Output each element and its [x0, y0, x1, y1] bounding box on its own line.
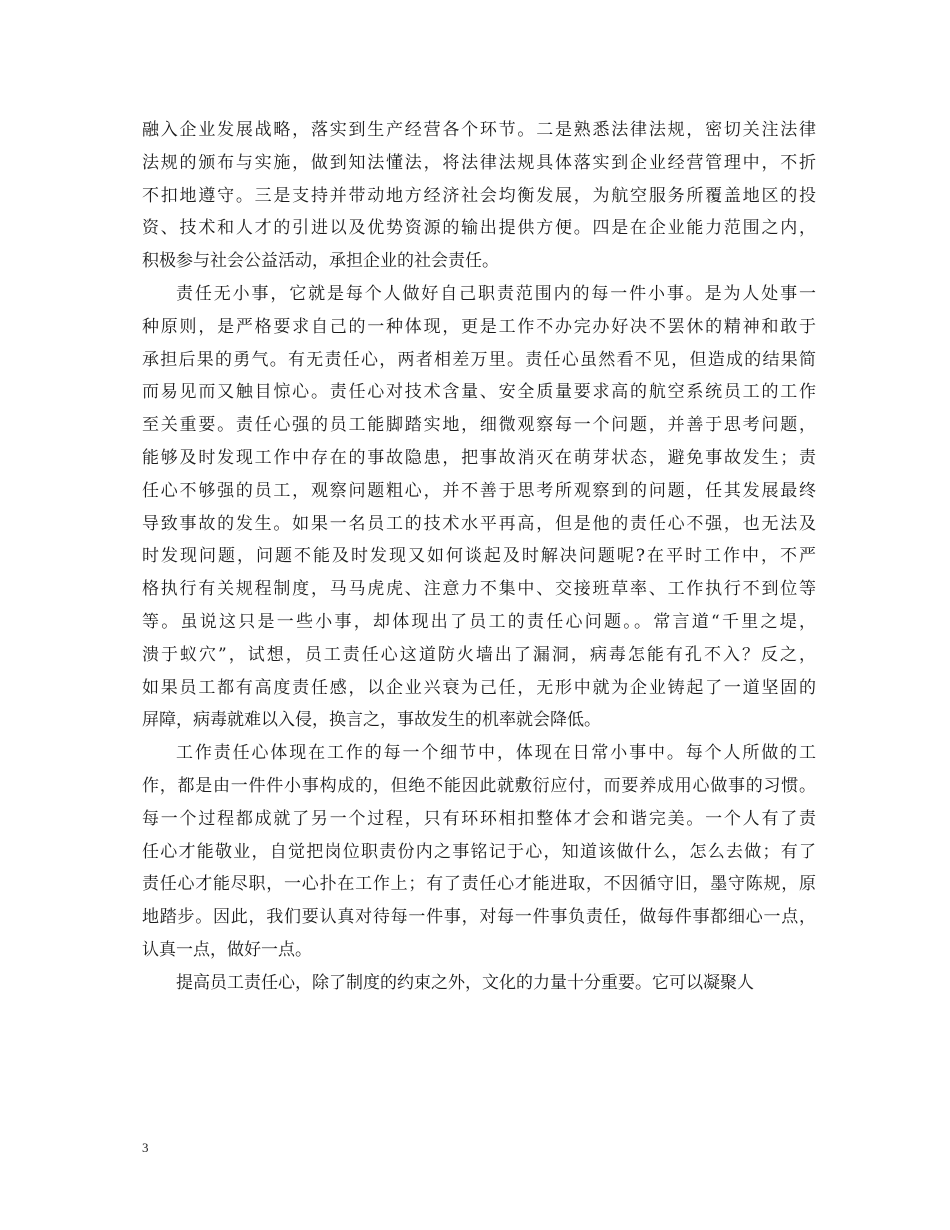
- text-line: 等。虽说这只是一些小事，却体现出了员工的责任心问题。。常言道“千里之堤，: [142, 611, 816, 632]
- paragraph: [142, 967, 816, 1000]
- text-line: 每一个过程都成就了另一个过程，只有环环相扣整体才会和谐完美。一个人有了责: [142, 808, 816, 829]
- text-line: 积极参与社会公益活动，承担企业的社会责任。: [142, 251, 499, 272]
- text-line: 责任心才能尽职，一心扑在工作上；有了责任心才能进取，不因循守旧，墨守陈规，原: [142, 874, 816, 895]
- text-line: 至关重要。责任心强的员工能脚踏实地，细微观察每一个问题，并善于思考问题，: [142, 415, 816, 436]
- text-line: 融入企业发展战略，落实到生产经营各个环节。二是熟悉法律法规，密切关注法律: [142, 120, 816, 140]
- text-line: 不扣地遵守。三是支持并带动地方经济社会均衡发展，为航空服务所覆盖地区的投: [142, 185, 816, 206]
- text-line: 而易见而又触目惊心。责任心对技术含量、安全质量要求高的航空系统员工的工作: [142, 382, 816, 403]
- text-line: 格执行有关规程制度，马马虎虎、注意力不集中、交接班草率、工作执行不到位等: [142, 579, 816, 600]
- text-line: 资、技术和人才的引进以及优势资源的输出提供方便。四是在企业能力范围之内，: [142, 218, 816, 239]
- text-line: 提高员工责任心，除了制度的约束之外，文化的力量十分重要。它可以凝聚人: [176, 972, 754, 993]
- text-line: 种原则，是严格要求自己的一种体现，更是工作不办完办好决不罢休的精神和敢于: [142, 316, 816, 337]
- text-line: 能够及时发现工作中存在的事故隐患，把事故消灭在萌芽状态，避免事故发生；责: [142, 447, 816, 468]
- text-line: 任心不够强的员工，观察问题粗心，并不善于思考所观察到的问题，任其发展最终: [142, 480, 816, 501]
- paragraph: [142, 278, 816, 737]
- page-number: 3: [142, 1140, 149, 1155]
- paragraph: [142, 114, 816, 278]
- text-line: 责任无小事，它就是每个人做好自己职责范围内的每一件小事。是为人处事一: [176, 283, 816, 304]
- text-line: 如果员工都有高度责任感，以企业兴衰为己任，无形中就为企业铸起了一道坚固的: [142, 677, 816, 698]
- text-line: 屏障，病毒就难以入侵，换言之，事故发生的机率就会降低。: [142, 710, 601, 731]
- paragraph: [142, 737, 816, 967]
- text-line: 认真一点，做好一点。: [142, 939, 312, 960]
- text-line: 溃于蚁穴”，试想，员工责任心这道防火墙出了漏洞，病毒怎能有孔不入？反之，: [142, 644, 816, 665]
- text-line: 工作责任心体现在工作的每一个细节中，体现在日常小事中。每个人所做的工: [176, 743, 816, 764]
- text-line: 承担后果的勇气。有无责任心，两者相差万里。责任心虽然看不见，但造成的结果简: [142, 349, 816, 370]
- text-line: 导致事故的发生。如果一名员工的技术水平再高，但是他的责任心不强，也无法及: [142, 513, 816, 534]
- text-line: 法规的颁布与实施，做到知法懂法，将法律法规具体落实到企业经营管理中，不折: [142, 152, 816, 173]
- text-line: 任心才能敬业，自觉把岗位职责份内之事铭记于心，知道该做什么，怎么去做；有了: [142, 841, 816, 862]
- text-line: 时发现问题，问题不能及时发现又如何谈起及时解决问题呢?在平时工作中，不严: [142, 546, 816, 567]
- body-text: [142, 114, 816, 1000]
- text-line: 作，都是由一件件小事构成的，但绝不能因此就敷衍应付，而要养成用心做事的习惯。: [142, 775, 816, 796]
- text-line: 地踏步。因此，我们要认真对待每一件事，对每一件事负责任，做每件事都细心一点，: [142, 907, 816, 928]
